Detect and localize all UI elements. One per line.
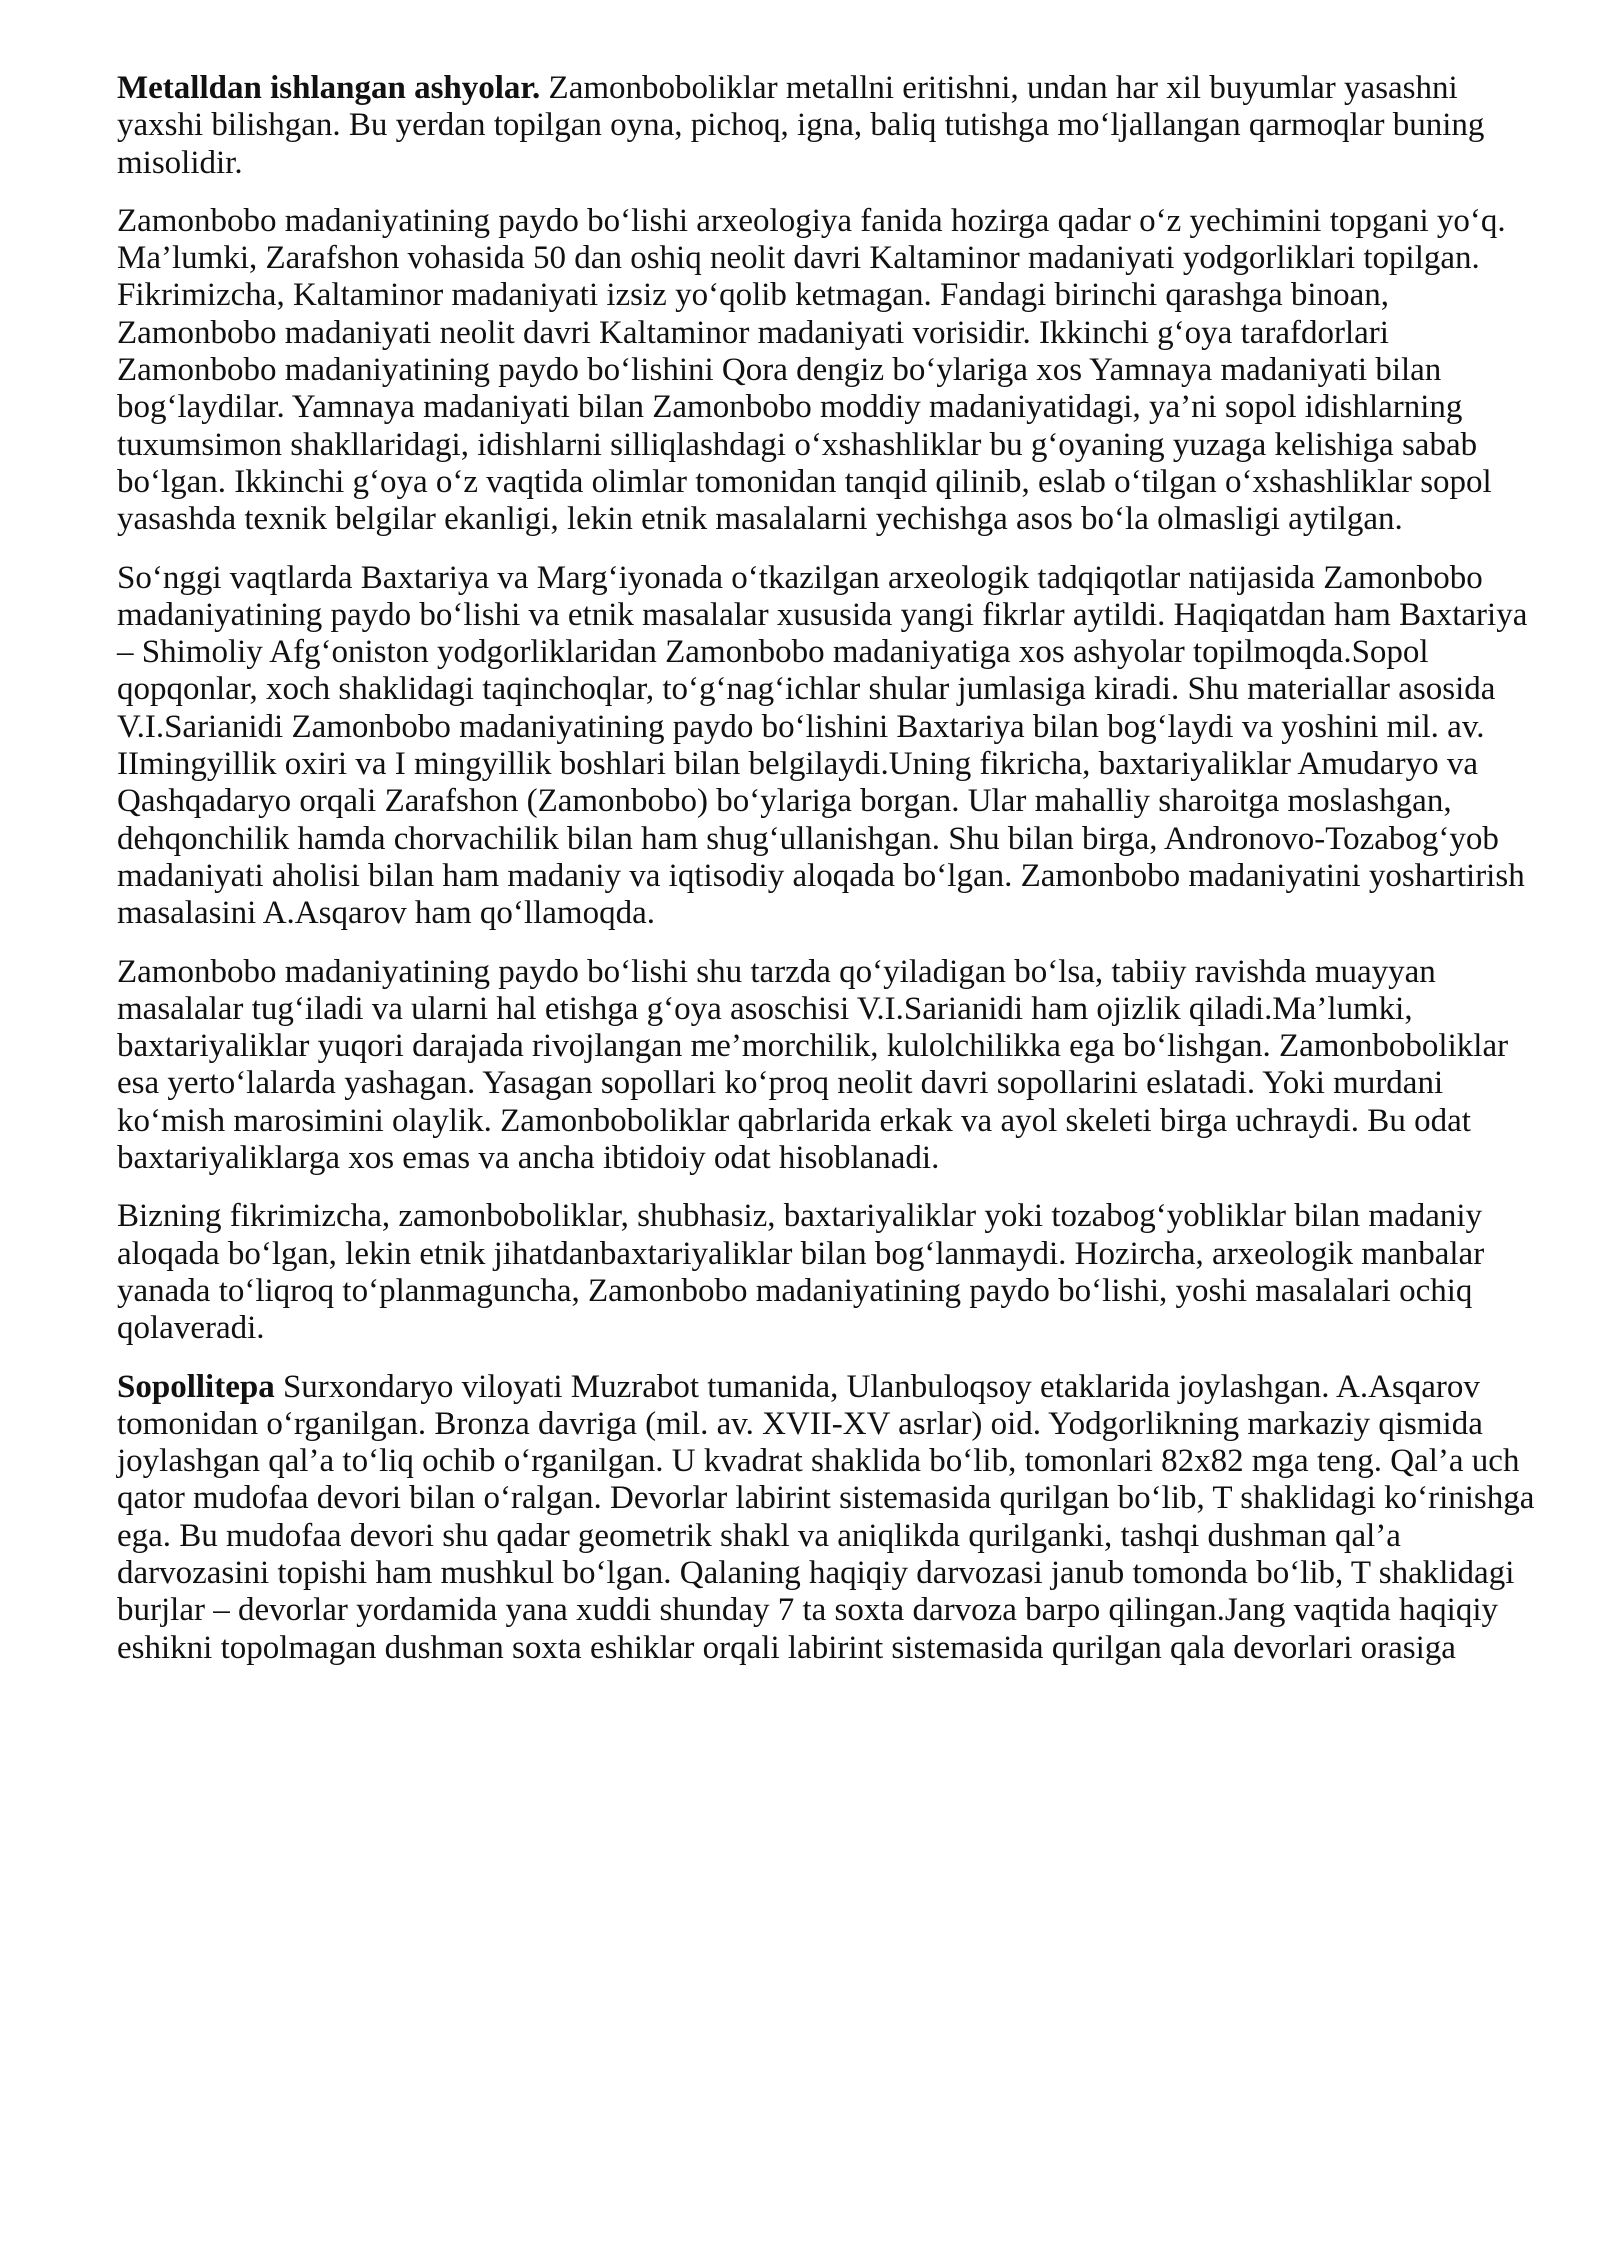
paragraph-text: Zamonbobo madaniyatining paydo bo‘lishi shu tarzda qo‘yiladigan bo‘lsa, tabiiy ravishda muayyan masalalar tug‘iladi va ularni hal etishga g‘oya asoschisi V.I.Sarianidi ham ojizlik qiladi.Ma’lumki, baxtariyaliklar yuqori darajada rivojlangan me’morchilik, kulolchilikka ega bo‘lishgan. Zamonboboliklar esa yerto‘lalarda yashagan. Yasagan sopollari ko‘proq neolit davri sopollarini eslatadi. Yoki murdani ko‘mish marosimini olaylik. Zamonboboliklar qabrlarida erkak va ayol skeleti birga uchraydi. Bu odat baxtariyaliklarga xos emas va ancha ibtidoiy odat hisoblanadi. xyxy=(117,953,1509,1177)
paragraph-text: Zamonboboliklar metallni eritishni, undan har xil buyumlar yasashni yaxshi bilishgan. Bu yerdan topilgan oyna, pichoq, igna, baliq tutishga mo‘ljallangan qarmoqlar buning misolidir. xyxy=(117,70,1485,181)
paragraph-sarianidi-critique xyxy=(117,954,1542,1178)
paragraph-heading-metal-artifacts: Metalldan ishlangan ashyolar. xyxy=(117,70,541,106)
paragraph-text: Surxondaryo viloyati Muzrabot tumanida, Ulanbuloqsoy etaklarida joylashgan. A.Asqarov tomonidan o‘rganilgan. Bronza davriga (mil. av. XVII-XV asrlar) oid. Yodgorlikning markaziy qismida joylashgan qal’a to‘liq ochib o‘rganilgan. U kvadrat shaklida bo‘lib, tomonlari 82x82 mga teng. Qal’a uch qator mudofaa devori bilan o‘ralgan. Devorlar labirint sistemasida qurilgan bo‘lib, T shaklidagi ko‘rinishga ega. Bu mudofaa devori shu qadar geometrik shakl va aniqlikda qurilganki, tashqi dushman qal’a darvozasini topishi ham mushkul bo‘lgan. Qalaning haqiqiy darvozasi janub tomonda bo‘lib, T shaklidagi burjlar – devorlar yordamida yana xuddi shunday 7 ta soxta darvoza barpo qilingan.Jang vaqtida haqiqiy eshikni topolmagan dushman soxta eshiklar orqali labirint sistemasida qurilgan qala devorlari orasiga xyxy=(117,1368,1535,1666)
paragraph-metal-artifacts xyxy=(117,70,1542,182)
paragraph-text: So‘nggi vaqtlarda Baxtariya va Marg‘iyonada o‘tkazilgan arxeologik tadqiqotlar natijasida Zamonbobo madaniyatining paydo bo‘lishi va etnik masalalar xususida yangi fikrlar aytildi. Haqiqatdan ham Baxtariya – Shimoliy Afg‘oniston yodgorliklaridan Zamonbobo madaniyatiga xos ashyolar topilmoqda.Sopol qopqonlar, xoch shaklidagi taqinchoqlar, to‘g‘nag‘ichlar shular jumlasiga kiradi. Shu materiallar asosida V.I.Sarianidi Zamonbobo madaniyatining paydo bo‘lishini Baxtariya bilan bog‘laydi va yoshini mil. av. IImingyillik oxiri va I mingyillik boshlari bilan belgilaydi.Uning fikricha, baxtariyaliklar Amudaryo va Qashqadaryo orqali Zarafshon (Zamonbobo) bo‘ylariga borgan. Ular mahalliy sharoitga moslashgan, dehqonchilik hamda chorvachilik bilan ham shug‘ullanishgan. Shu bilan birga, Andronovo-Tozabog‘yob madaniyati aholisi bilan ham madaniy va iqtisodiy aloqada bo‘lgan. Zamonbobo madaniyatini yoshartirish masalasini A.Asqarov ham qo‘llamoqda. xyxy=(117,559,1528,932)
paragraph-origin-question xyxy=(117,203,1542,539)
paragraph-sopollitepa xyxy=(117,1369,1542,1667)
paragraph-heading-sopollitepa: Sopollitepa xyxy=(117,1368,275,1405)
document-page xyxy=(117,70,1542,1688)
paragraph-text: Bizning fikrimizcha, zamonboboliklar, shubhasiz, baxtariyaliklar yoki tozabog‘yobliklar bilan madaniy aloqada bo‘lgan, lekin etnik jihatdanbaxtariyaliklar bilan bog‘lanmaydi. Hozircha, arxeologik manbalar yanada to‘liqroq to‘planmaguncha, Zamonbobo madaniyatining paydo bo‘lishi, yoshi masalalari ochiq qolaveradi. xyxy=(117,1198,1485,1347)
paragraph-text: Zamonbobo madaniyatining paydo bo‘lishi arxeologiya fanida hozirga qadar o‘z yechimini topgani yo‘q. Ma’lumki, Zarafshon vohasida 50 dan oshiq neolit davri Kaltaminor madaniyati yodgorliklari topilgan. Fikrimizcha, Kaltaminor madaniyati izsiz yo‘qolib ketmagan. Fandagi birinchi qarashga binoan, Zamonbobo madaniyati neolit davri Kaltaminor madaniyati vorisidir. Ikkinchi g‘oya tarafdorlari Zamonbobo madaniyatining paydo bo‘lishini Qora dengiz bo‘ylariga xos Yamnaya madaniyati bilan bog‘laydilar. Yamnaya madaniyati bilan Zamonbobo moddiy madaniyatidagi, ya’ni sopol idishlarning tuxumsimon shakllaridagi, idishlarni silliqlashdagi o‘xshashliklar bu g‘oyaning yuzaga kelishiga sabab bo‘lgan. Ikkinchi g‘oya o‘z vaqtida olimlar tomonidan tanqid qilinib, eslab o‘tilgan o‘xshashliklar sopol yasashda texnik belgilar ekanligi, lekin etnik masalalarni yechishga asos bo‘la olmasligi aytilgan. xyxy=(117,202,1506,538)
paragraph-bactria-research xyxy=(117,560,1542,933)
paragraph-authors-opinion xyxy=(117,1198,1542,1347)
